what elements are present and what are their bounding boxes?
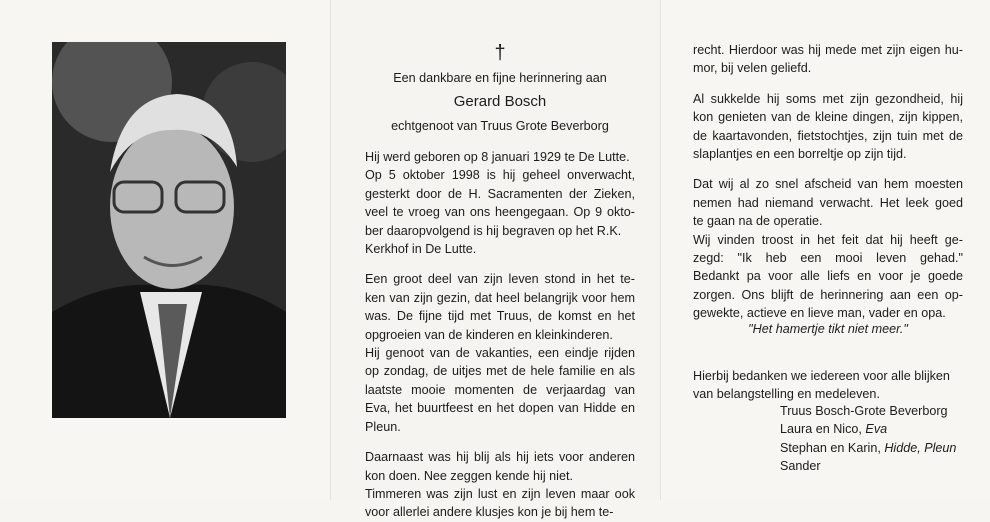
thanks-line: van belangstelling en medeleven.: [693, 387, 880, 402]
text-line: veel te vroeg van ons heengegaan. Op 9 okto-: [365, 205, 635, 220]
text-line: zorgen. Ons blijft de herinnering aan een op-: [693, 287, 963, 302]
cross-icon: †: [494, 42, 506, 64]
paragraph-gap: [365, 258, 635, 270]
text-line: was. De fijne tijd met Truus, de komst en het: [365, 309, 635, 324]
text-line: Dat wij al zo snel afscheid van hem moesten: [693, 177, 963, 192]
text-line: voor allerlei andere klusjes kon je bij hem te-: [365, 505, 614, 520]
text-line: recht. Hierdoor was hij mede met zijn eigen hu-: [693, 43, 963, 57]
text-line: de kaartavonden, fietstochtjes, zijn tuin met de: [693, 128, 963, 143]
text-line: Hij werd geboren op 8 januari 1929 te De Lutte.: [365, 150, 630, 164]
paragraph: [365, 148, 635, 258]
text-line: te gaan na de operatie.: [693, 214, 823, 229]
text-line: ken van zijn gezin, dat heel belangrijk voor hem: [365, 290, 635, 305]
signatory-children: Hidde, Pleun: [884, 440, 957, 455]
signatory: [780, 402, 956, 420]
text-line: gewekte, actieve en lieve man, vader en opa.: [693, 306, 946, 321]
intro-text: Een dankbare en fijne herinnering aan: [393, 71, 607, 85]
thanks-text: [693, 367, 950, 404]
thanks-line: Hierbij bedanken we iedereen voor alle blijken: [693, 369, 950, 383]
signatory-name: Truus Bosch-Grote Beverborg: [780, 404, 948, 418]
text-line: kon genieten van de kleine dingen, zijn kippen,: [693, 110, 963, 125]
text-line: laatste mooie momenten de verjaardag van: [365, 382, 635, 397]
text-line: zegd: "Ik heb een mooi leven gehad.": [693, 251, 963, 266]
paragraph-gap: [693, 78, 963, 90]
text-line: Kerkhof in De Lutte.: [365, 242, 477, 257]
text-line: gesterkt door de H. Sacramenten der Zieken,: [365, 186, 635, 201]
paragraph: [365, 270, 635, 436]
text-line: Daarnaast was hij blij als hij iets voor anderen: [365, 450, 635, 465]
middle-text: [365, 148, 635, 522]
text-line: opgroeien van de kinderen en kleinkinderen.: [365, 327, 613, 342]
signatory-name: Stephan en Karin,: [780, 440, 885, 455]
text-line: kon doen. Nee zeggen kende hij niet.: [365, 468, 573, 483]
deceased-name: Gerard Bosch: [453, 93, 547, 110]
paragraph: [693, 41, 963, 78]
right-text: [693, 41, 963, 323]
text-line: Timmeren was zijn lust en zijn leven maar ook: [365, 486, 635, 501]
text-line: Al sukkelde hij soms met zijn gezondheid, hij: [693, 91, 963, 106]
text-line: Hij genoot van de vakanties, een eindje rijden: [365, 346, 635, 361]
text-line: slaplantjes en een borreltje op zijn tijd.: [693, 147, 907, 162]
text-line: Pleun.: [365, 419, 401, 434]
text-line: Bedankt pa voor alle liefs en voor je goede: [693, 269, 963, 284]
signatory-name: Sander: [780, 459, 821, 474]
paragraph-gap: [693, 163, 963, 175]
signatory: [780, 457, 956, 475]
text-line: nemen had niemand verwacht. Het leek goed: [693, 195, 963, 210]
signatories: [780, 402, 956, 476]
paragraph-gap: [365, 436, 635, 448]
signatory: [780, 420, 956, 438]
text-line: op zondag, de uitjes met de hele familie en als: [365, 364, 635, 379]
spouse-text: echtgenoot van Truus Grote Beverborg: [391, 119, 609, 133]
signatory-name: Laura en Nico,: [780, 422, 866, 437]
text-line: Op 5 oktober 1998 is hij geheel onverwacht,: [365, 168, 635, 183]
paragraph: [365, 448, 635, 522]
quote: "Het hamertje tikt niet meer.": [748, 322, 908, 336]
signatory-children: Eva: [865, 422, 888, 437]
paragraph: [693, 175, 963, 322]
text-line: ber daaropvolgend is hij begraven op het R.K.: [365, 223, 622, 238]
text-line: Wij vinden troost in het feit dat hij heeft ge-: [693, 232, 963, 247]
text-line: Een groot deel van zijn leven stond in het te-: [365, 272, 635, 287]
text-line: mor, bij velen geliefd.: [693, 61, 812, 76]
portrait-photo: [52, 42, 286, 418]
paragraph: [693, 90, 963, 164]
signatory: [780, 439, 956, 457]
text-line: Eva, het buurtfeest en het dopen van Hidde en: [365, 401, 635, 416]
